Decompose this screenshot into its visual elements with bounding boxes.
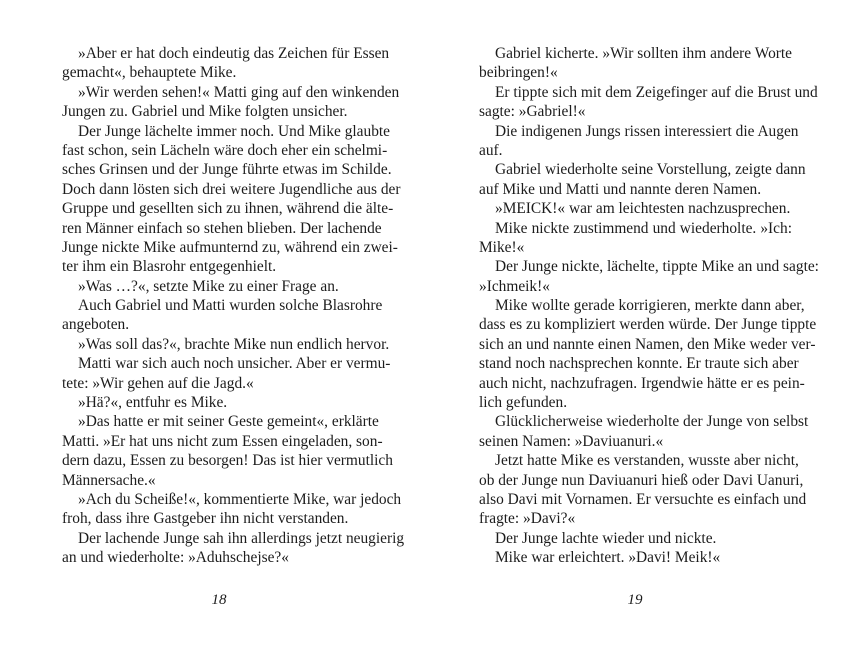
text-line: beibringen!« — [479, 64, 558, 82]
text-line: auf. — [479, 141, 503, 159]
text-line: lich gefunden. — [479, 394, 568, 412]
text-line: gemacht«, behauptete Mike. — [62, 64, 237, 82]
text-line: Er tippte sich mit dem Zeigefinger auf die Brust und — [495, 83, 818, 101]
text-line: Der Junge lachte wieder und nickte. — [495, 529, 717, 547]
text-line: sagte: »Gabriel!« — [479, 103, 586, 121]
right-page-text — [479, 44, 819, 568]
text-line: dern dazu, Essen zu besorgen! Das ist hier vermutlich — [62, 452, 393, 470]
text-line: Jungen zu. Gabriel und Mike folgten unsicher. — [62, 103, 348, 121]
text-line: Der Junge nickte, lächelte, tippte Mike an und sagte: — [495, 258, 819, 276]
left-page-text — [62, 44, 405, 568]
text-line: »Ichmeik!« — [479, 277, 550, 295]
text-line: sich an und nannte einen Namen, den Mike weder ver- — [479, 335, 816, 353]
text-line: Doch dann lösten sich drei weitere Jugendliche aus der — [62, 180, 401, 198]
page-number-right: 19 — [627, 592, 643, 608]
text-line: Der Junge lächelte immer noch. Und Mike glaubte — [78, 122, 390, 140]
text-line: »Was …?«, setzte Mike zu einer Frage an. — [78, 277, 339, 295]
text-line: Männersache.« — [62, 471, 156, 489]
text-line: Junge nickte Mike aufmunternd zu, während ein zwei- — [62, 238, 398, 256]
text-line: also Davi mit Vornamen. Er versuchte es einfach und — [479, 490, 807, 508]
text-line: Mike nickte zustimmend und wiederholte. »Ich: — [495, 219, 792, 237]
text-line: »Ach du Scheiße!«, kommentierte Mike, war jedoch — [78, 490, 402, 508]
text-line: Mike war erleichtert. »Davi! Meik!« — [495, 549, 721, 567]
page-number-left: 18 — [211, 592, 227, 608]
text-line: fragte: »Davi?« — [479, 510, 576, 528]
text-line: Gabriel kicherte. »Wir sollten ihm andere Worte — [495, 45, 792, 62]
text-line: Glücklicherweise wiederholte der Junge von selbst — [495, 413, 809, 431]
text-line: Gruppe und gesellten sich zu ihnen, während die älte- — [62, 200, 394, 218]
text-line: ren Männer einfach so stehen blieben. Der lachende — [62, 219, 382, 237]
text-line: an und wiederholte: »Aduhschejse?« — [62, 549, 289, 567]
text-line: angeboten. — [62, 316, 130, 334]
text-line: »Das hatte er mit seiner Geste gemeint«, erklärte — [78, 413, 379, 431]
text-line: »Aber er hat doch eindeutig das Zeichen für Essen — [78, 45, 390, 62]
text-line: Matti. »Er hat uns nicht zum Essen eingeladen, son- — [62, 432, 383, 450]
text-line: seinen Namen: »Daviuanuri.« — [479, 432, 664, 450]
text-line: Gabriel wiederholte seine Vorstellung, zeigte dann — [495, 161, 806, 179]
text-line: »Wir werden sehen!« Matti ging auf den winkenden — [78, 83, 400, 101]
text-line: ter ihm ein Blasrohr entgegenhielt. — [62, 258, 277, 276]
text-line: Mike wollte gerade korrigieren, merkte dann aber, — [495, 297, 805, 315]
text-line: Auch Gabriel und Matti wurden solche Blasrohre — [78, 297, 383, 315]
text-line: Jetzt hatte Mike es verstanden, wusste aber nicht, — [495, 452, 799, 470]
text-line: auf Mike und Matti und nannte deren Namen. — [479, 180, 762, 198]
text-line: dass es zu kompliziert werden würde. Der Junge tippte — [479, 316, 817, 334]
text-line: Die indigenen Jungs rissen interessiert die Augen — [495, 122, 799, 140]
text-line: »MEICK!« war am leichtesten nachzusprechen. — [495, 200, 791, 218]
text-line: Mike!« — [479, 238, 525, 256]
text-line: stand noch nachsprechen konnte. Er traute sich aber — [479, 355, 799, 373]
text-line: fast schon, sein Lächeln wäre doch eher ein schelmi- — [62, 141, 388, 159]
text-line: ob der Junge nun Daviuanuri hieß oder Davi Uanuri, — [479, 471, 804, 489]
text-line: Der lachende Junge sah ihn allerdings jetzt neugierig — [78, 529, 405, 547]
text-line: froh, dass ihre Gastgeber ihn nicht verstanden. — [62, 510, 349, 528]
text-line: tete: »Wir gehen auf die Jagd.« — [62, 374, 254, 392]
text-line: »Was soll das?«, brachte Mike nun endlich hervor. — [78, 335, 390, 353]
text-line: »Hä?«, entfuhr es Mike. — [78, 394, 228, 412]
text-line: auch nicht, nachzufragen. Irgendwie hätte er es pein- — [479, 374, 805, 392]
text-line: sches Grinsen und der Junge führte etwas im Schilde. — [62, 161, 392, 179]
text-line: Matti war sich auch noch unsicher. Aber er vermu- — [78, 355, 391, 373]
